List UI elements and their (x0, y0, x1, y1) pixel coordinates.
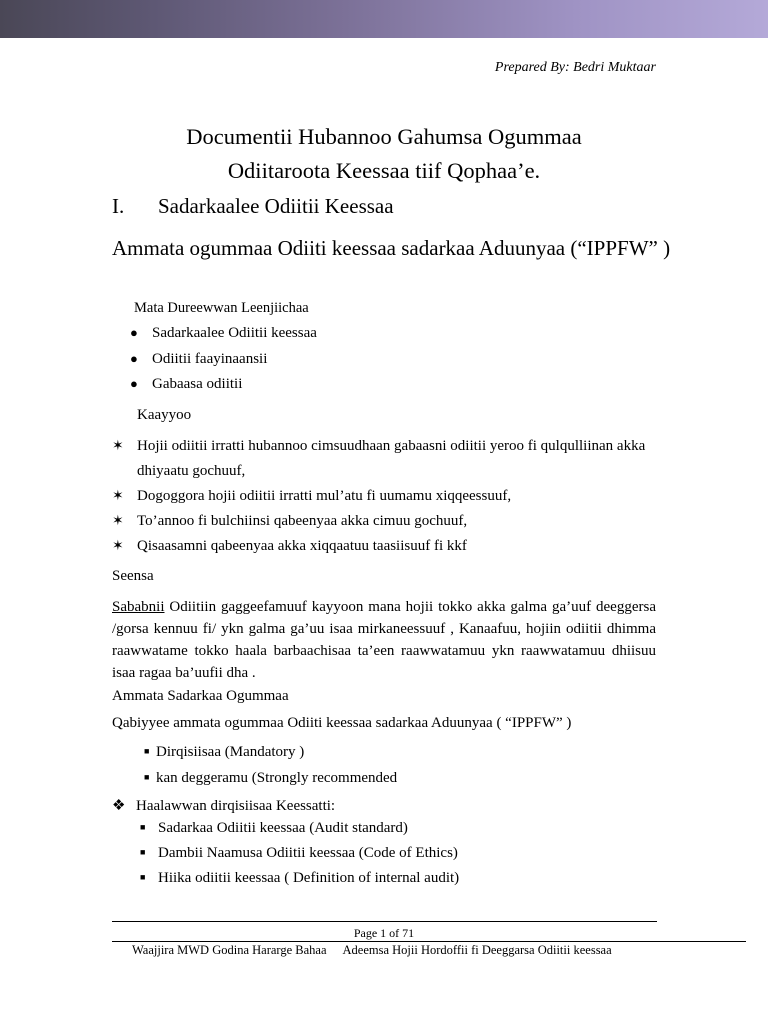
diamond-bullet-icon: ❖ (112, 798, 126, 814)
list-item: ✶ Dogoggora hojii odiitii irratti mul’atu fi uumamu xiqqeessuuf, (112, 484, 672, 509)
list-item: ● Sadarkaalee Odiitii keessaa (130, 325, 317, 341)
section-number: I. (112, 194, 125, 218)
square-bullet-icon: ■ (144, 771, 150, 782)
ammata-heading: Ammata Sadarkaa Ogummaa (112, 688, 289, 704)
section-heading (112, 194, 394, 219)
header-banner (0, 0, 768, 38)
prepared-by: Prepared By: Bedri Muktaar (494, 60, 656, 75)
footer-text (132, 943, 612, 958)
star-bullet-icon: ✶ (112, 514, 124, 529)
paragraph-text: Odiitiin gaggeefamuuf kayyoon mana hojii tokko akka galma ga’uuf deeggersa /gorsa kennuu fi/ ykn galma ga’uu isaa mirkaneessuuf , Kanaafuu, hojiin odiitii dhimma raawwatame tokko haala barbaachisaa ta’een raawwatamuu ykn raawwatamuu dhiisuu isaa ragaa ba’uufii dha . (112, 599, 656, 681)
document-title (0, 120, 768, 188)
seensa-heading: Seensa (112, 568, 154, 584)
list-item: ✶ To’annoo fi bulchiinsi qabeenyaa akka cimuu gochuuf, (112, 509, 672, 534)
ammata-intro: Qabiyyee ammata ogummaa Odiiti keessaa sadarkaa Aduunyaa ( “IPPFW” ) (112, 715, 572, 731)
section-title: Sadarkaalee Odiitii Keessaa (158, 194, 394, 218)
ammata-list (144, 744, 397, 795)
title-line-2: Odiitaroota Keessaa tiif Qophaa’e. (227, 158, 541, 183)
seensa-paragraph (112, 596, 656, 684)
list-item: ● Odiitii faayinaansii (130, 350, 268, 367)
square-bullet-icon: ■ (140, 872, 146, 882)
footer-left: Waajjira MWD Godina Hararge Bahaa (132, 943, 327, 957)
mata-heading: Mata Dureewwan Leenjiichaa (134, 300, 309, 316)
star-bullet-icon: ✶ (112, 439, 124, 454)
list-item: ✶ Qisaasamni qabeenyaa akka xiqqaatuu taasiisuuf fi kkf (112, 534, 672, 559)
list-item: ✶ Hojii odiitii irratti hubannoo cimsuudhaan gabaasni odiitii yeroo fi qulqulliinan akka dhiyaatu gochuuf, (112, 434, 672, 484)
subheading: Ammata ogummaa Odiiti keessaa sadarkaa Aduunyaa (“IPPFW” ) (112, 236, 671, 260)
halawwan-list (140, 820, 459, 895)
page-number: Page 1 of 71 (353, 926, 415, 940)
list-item: ■ Hiika odiitii keessaa ( Definition of internal audit) (140, 870, 460, 886)
paragraph-lead: Sababnii (112, 599, 165, 615)
list-item: ■ Dambii Naamusa Odiitii keessaa (Code of Ethics) (140, 845, 458, 861)
kaayyoo-heading: Kaayyoo (137, 407, 192, 423)
kaayyoo-list (112, 434, 672, 559)
mata-list (130, 325, 317, 402)
square-bullet-icon: ■ (144, 746, 150, 756)
list-item: ● Gabaasa odiitii (130, 376, 243, 392)
square-bullet-icon: ■ (140, 822, 146, 832)
footer-divider-top (112, 921, 657, 922)
bullet-icon: ● (130, 350, 138, 366)
list-item: ■ kan deggeramu (Strongly recommended (144, 769, 398, 786)
list-item: ■ Sadarkaa Odiitii keessaa (Audit standard) (140, 820, 408, 836)
title-line-1: Documentii Hubannoo Gahumsa Ogummaa (186, 124, 582, 149)
bullet-icon: ● (130, 376, 138, 391)
footer-divider-bottom (112, 941, 746, 942)
list-item: ■ Dirqisiisaa (Mandatory ) (144, 744, 305, 760)
halawwan-heading: ❖ Haalawwan dirqisiisaa Keessatti: (112, 798, 336, 814)
star-bullet-icon: ✶ (112, 539, 124, 554)
bullet-icon: ● (130, 325, 138, 340)
square-bullet-icon: ■ (140, 847, 146, 857)
footer-right: Adeemsa Hojii Hordoffii fi Deeggarsa Odiitii keessaa (342, 943, 612, 957)
star-bullet-icon: ✶ (112, 489, 124, 504)
